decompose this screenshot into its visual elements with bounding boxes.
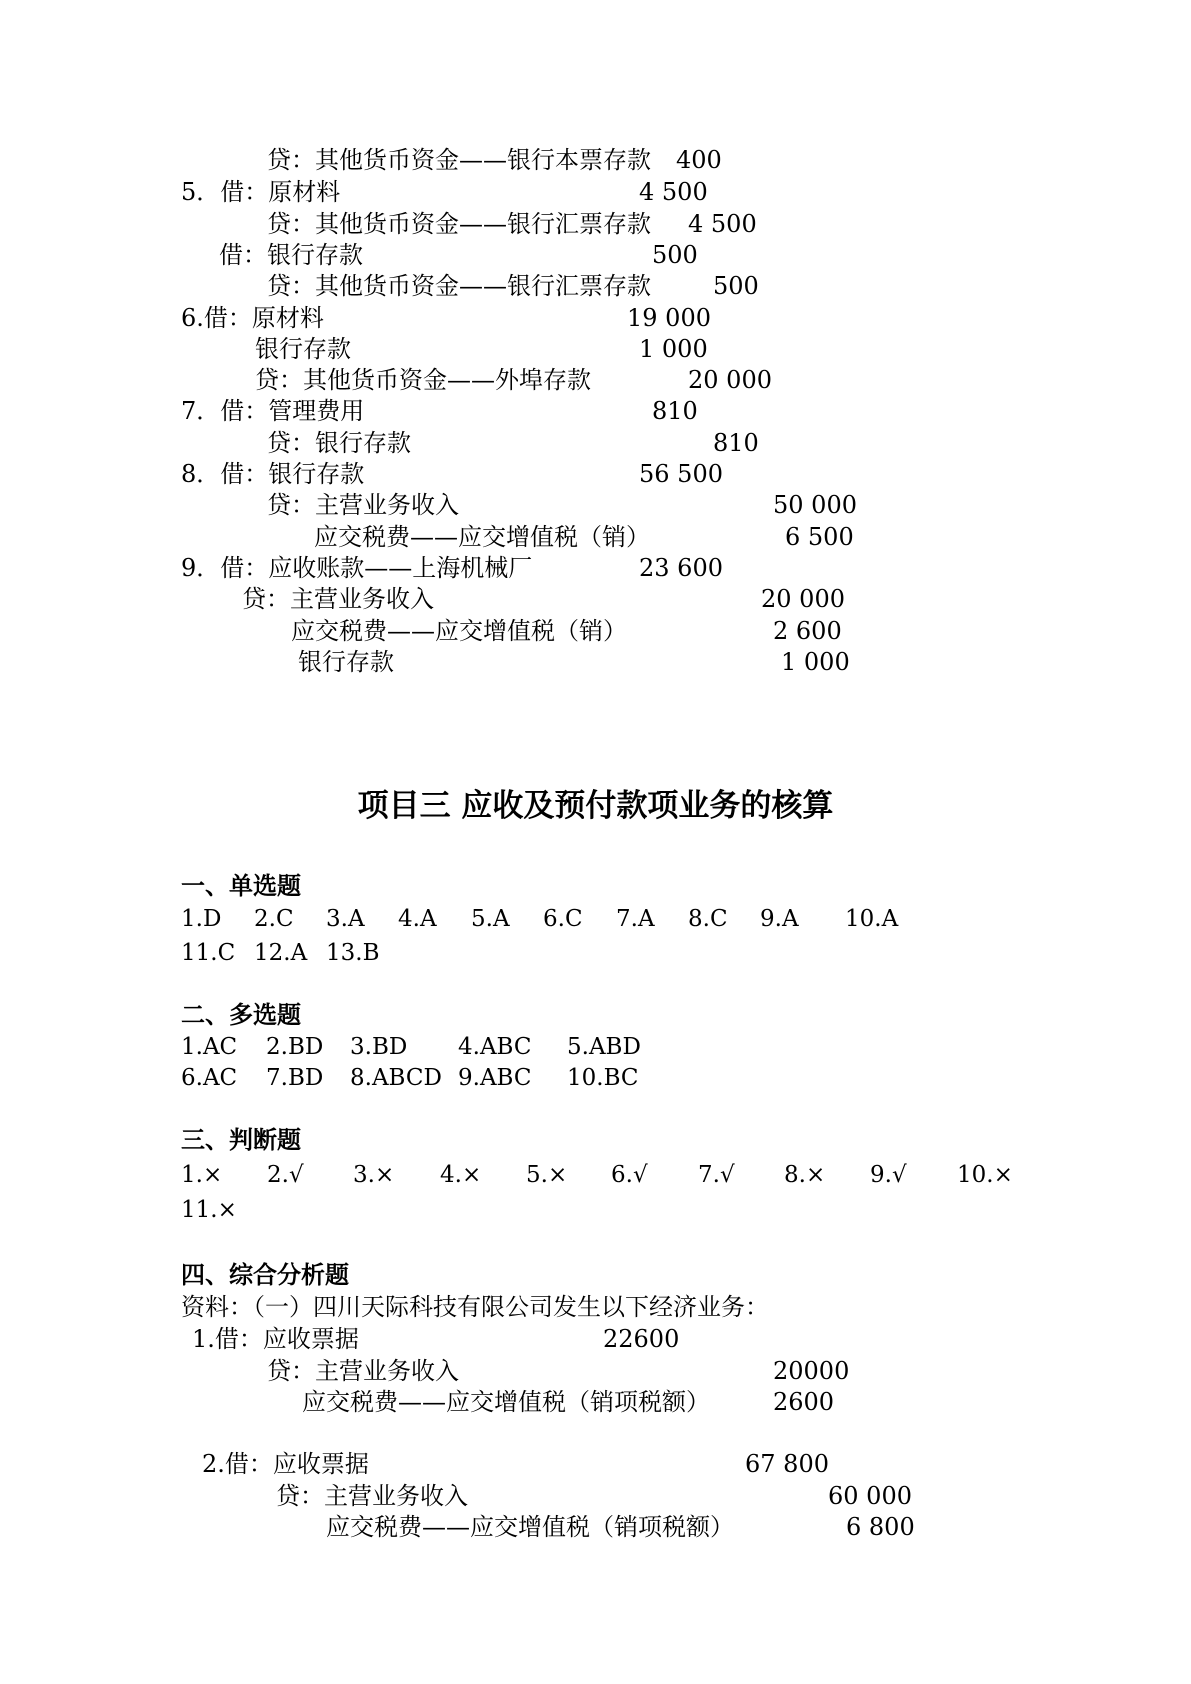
journal-amount: 500 [652, 241, 698, 269]
journal-account: 贷：主营业务收入 [267, 491, 459, 519]
journal-amount: 67 800 [745, 1450, 829, 1478]
journal-amount: 20 000 [688, 366, 772, 394]
answer-item: 7.√ [698, 1162, 735, 1188]
answer-item: 9.ABC [458, 1065, 532, 1091]
journal-amount: 56 500 [639, 460, 723, 488]
journal-line [0, 364, 1191, 396]
answer-item: 1.D [181, 906, 222, 932]
journal-amount: 23 600 [639, 554, 723, 582]
answer-item: 7.A [616, 906, 655, 932]
answer-item: 3.× [353, 1162, 395, 1188]
journal-amount: 400 [676, 146, 722, 174]
journal-amount: 6 800 [846, 1513, 915, 1541]
journal-amount: 6 500 [785, 523, 854, 551]
answer-item: 9.A [760, 906, 799, 932]
journal-line [0, 1386, 1191, 1418]
single-choice-row [0, 937, 1191, 969]
answer-item: 12.A [254, 940, 308, 966]
answer-item: 9.√ [870, 1162, 907, 1188]
analysis-heading-line [0, 1259, 1191, 1291]
answer-item: 7.BD [266, 1065, 324, 1091]
answer-item: 6.C [543, 906, 583, 932]
answer-item: 4.× [440, 1162, 482, 1188]
journal-account: 银行存款 [298, 648, 394, 676]
journal-line [0, 646, 1191, 678]
journal-line [0, 270, 1191, 302]
journal-account: 贷：银行存款 [267, 429, 411, 457]
answer-item: 3.A [326, 906, 365, 932]
journal-account: 6.借：原材料 [181, 304, 324, 332]
journal-amount: 50 000 [773, 491, 857, 519]
journal-amount: 810 [652, 397, 698, 425]
answer-item: 8.ABCD [350, 1065, 442, 1091]
answer-item: 8.C [688, 906, 728, 932]
journal-account: 9．借：应收账款——上海机械厂 [181, 554, 533, 582]
answer-item: 5.ABD [567, 1034, 641, 1060]
answer-item: 2.√ [267, 1162, 304, 1188]
journal-amount: 20 000 [761, 585, 845, 613]
analysis-intro-line [0, 1291, 1191, 1323]
journal-amount: 2600 [773, 1388, 835, 1416]
journal-amount: 500 [713, 272, 759, 300]
answer-item: 6.AC [181, 1065, 238, 1091]
answer-item: 6.√ [611, 1162, 648, 1188]
journal-account: 贷：主营业务收入 [276, 1482, 468, 1510]
journal-account: 应交税费——应交增值税（销） [314, 523, 650, 551]
journal-line [0, 427, 1191, 459]
journal-account: 应交税费——应交增值税（销） [291, 617, 627, 645]
single-choice-heading-line [0, 870, 1191, 902]
journal-account: 贷：其他货币资金——银行汇票存款 [267, 272, 651, 300]
journal-line [0, 1448, 1191, 1480]
journal-amount: 4 500 [639, 178, 708, 206]
journal-account: 1.借：应收票据 [192, 1325, 359, 1353]
answer-item: 2.C [254, 906, 294, 932]
journal-line [0, 1323, 1191, 1355]
journal-line [0, 1480, 1191, 1512]
journal-amount: 22600 [603, 1325, 680, 1353]
answer-item: 1.× [181, 1162, 223, 1188]
journal-account: 贷：主营业务收入 [242, 585, 434, 613]
answer-item: 8.× [784, 1162, 826, 1188]
journal-line [0, 489, 1191, 521]
journal-amount: 810 [713, 429, 759, 457]
journal-line [0, 239, 1191, 271]
answer-item: 10.BC [567, 1065, 639, 1091]
journal-amount: 2 600 [773, 617, 842, 645]
journal-amount: 20000 [773, 1357, 850, 1385]
multiple-choice-row [0, 1062, 1191, 1094]
journal-account: 贷：其他货币资金——银行汇票存款 [267, 210, 651, 238]
true-false-heading: 三、判断题 [181, 1125, 301, 1154]
answer-item: 4.A [398, 906, 437, 932]
answer-item: 2.BD [266, 1034, 324, 1060]
journal-account: 贷：主营业务收入 [267, 1357, 459, 1385]
journal-account: 5．借：原材料 [181, 178, 341, 206]
journal-account: 借：银行存款 [219, 241, 363, 269]
journal-account: 贷：其他货币资金——外埠存款 [255, 366, 591, 394]
journal-line [0, 176, 1191, 208]
true-false-row [0, 1194, 1191, 1226]
journal-line [0, 302, 1191, 334]
journal-line [0, 144, 1191, 176]
journal-amount: 1 000 [639, 335, 708, 363]
multiple-choice-row [0, 1031, 1191, 1063]
answer-item: 11.C [181, 940, 236, 966]
answer-item: 3.BD [350, 1034, 408, 1060]
journal-account: 7．借：管理费用 [181, 397, 365, 425]
journal-amount: 19 000 [627, 304, 711, 332]
answer-item: 1.AC [181, 1034, 238, 1060]
answer-item: 10.A [845, 906, 899, 932]
journal-line [0, 583, 1191, 615]
journal-line [0, 208, 1191, 240]
journal-amount: 4 500 [688, 210, 757, 238]
analysis-heading: 四、综合分析题 [181, 1260, 349, 1289]
multiple-choice-heading: 二、多选题 [181, 1000, 301, 1029]
single-choice-row [0, 903, 1191, 935]
journal-line [0, 458, 1191, 490]
journal-account: 应交税费——应交增值税（销项税额） [326, 1513, 734, 1541]
analysis-intro: 资料：（一）四川天际科技有限公司发生以下经济业务： [181, 1293, 769, 1321]
answer-item: 13.B [326, 940, 380, 966]
journal-line [0, 1511, 1191, 1543]
journal-account: 银行存款 [255, 335, 351, 363]
journal-account: 8．借：银行存款 [181, 460, 365, 488]
journal-account: 2.借：应收票据 [202, 1450, 369, 1478]
multiple-choice-heading-line [0, 999, 1191, 1031]
journal-line [0, 1355, 1191, 1387]
journal-amount: 60 000 [828, 1482, 912, 1510]
true-false-heading-line [0, 1124, 1191, 1156]
journal-line [0, 552, 1191, 584]
journal-line [0, 333, 1191, 365]
journal-line [0, 395, 1191, 427]
journal-amount: 1 000 [781, 648, 850, 676]
true-false-row [0, 1159, 1191, 1191]
journal-line [0, 615, 1191, 647]
answer-item: 10.× [957, 1162, 1013, 1188]
answer-item: 5.A [471, 906, 510, 932]
answer-item: 4.ABC [458, 1034, 532, 1060]
journal-account: 应交税费——应交增值税（销项税额） [302, 1388, 710, 1416]
answer-item: 5.× [526, 1162, 568, 1188]
section-title: 项目三 应收及预付款项业务的核算 [357, 788, 834, 824]
single-choice-heading: 一、单选题 [181, 871, 301, 900]
journal-line [0, 521, 1191, 553]
answer-item: 11.× [181, 1197, 237, 1223]
journal-account: 贷：其他货币资金——银行本票存款 [267, 146, 651, 174]
